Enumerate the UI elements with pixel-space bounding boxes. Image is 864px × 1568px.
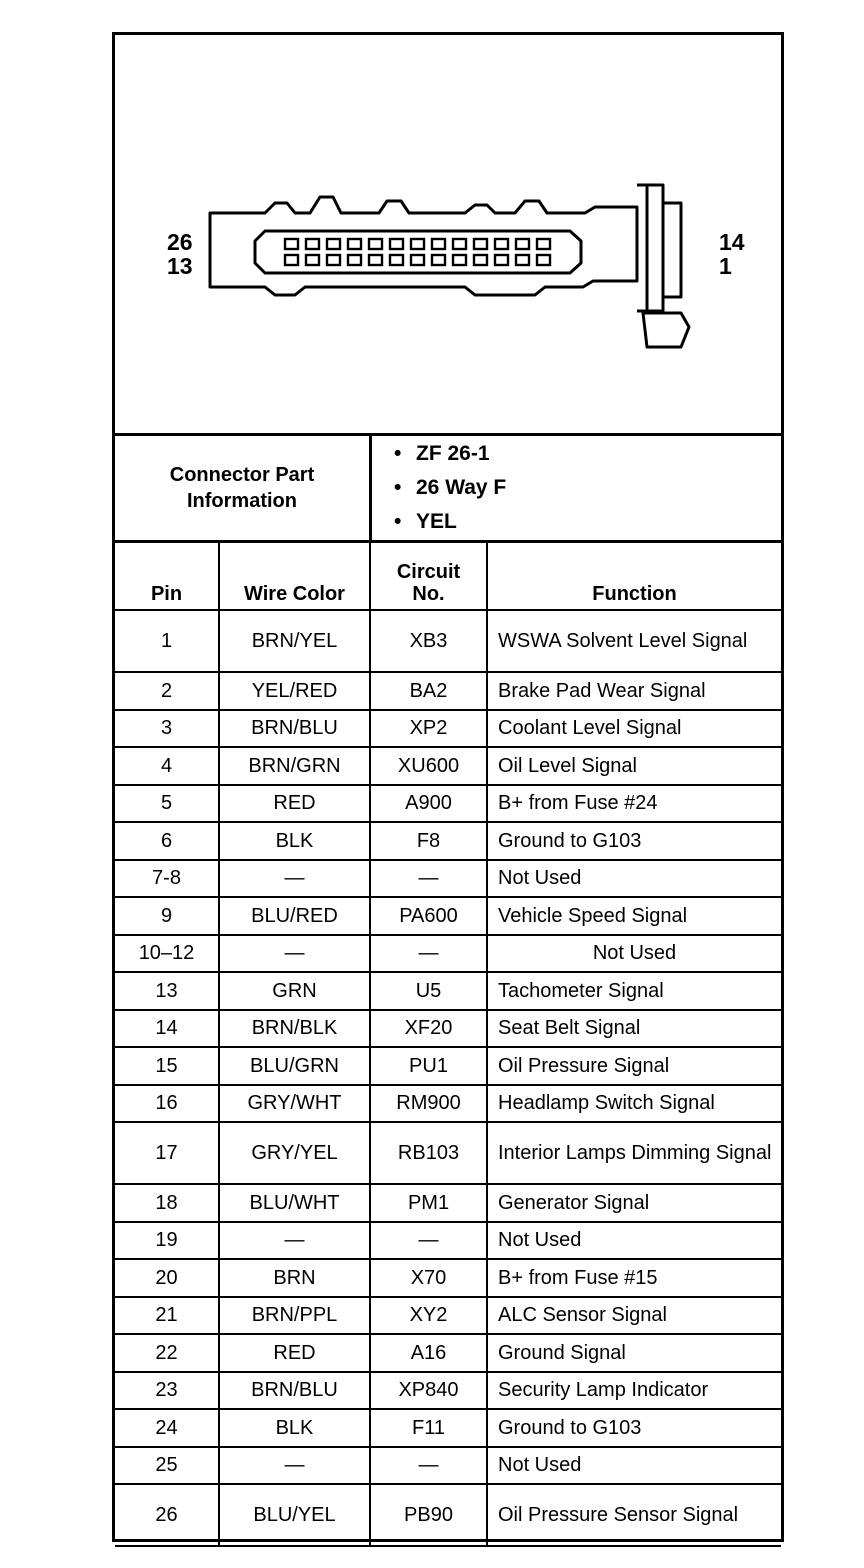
table-row <box>115 672 781 710</box>
circuit-cell: — <box>370 860 487 898</box>
pin-label-26: 26 <box>167 229 193 255</box>
function-cell: Not Used <box>487 860 781 898</box>
wire-color-cell: BRN/PPL <box>219 1297 370 1335</box>
wire-color-cell: BRN/YEL <box>219 610 370 672</box>
table-row <box>115 935 781 973</box>
function-cell: Security Lamp Indicator <box>487 1372 781 1410</box>
function-cell: Ground Signal <box>487 1334 781 1372</box>
table-row <box>115 1122 781 1184</box>
wire-color-cell: BLU/YEL <box>219 1484 370 1546</box>
wire-color-cell: BLK <box>219 1409 370 1447</box>
function-cell: B+ from Fuse #15 <box>487 1259 781 1297</box>
pin-cell: 21 <box>115 1297 219 1335</box>
table-row <box>115 860 781 898</box>
connector-drawing <box>115 35 781 433</box>
function-cell: Oil Level Signal <box>487 747 781 785</box>
function-cell: Headlamp Switch Signal <box>487 1085 781 1123</box>
circuit-cell: XP2 <box>370 710 487 748</box>
table-row <box>115 610 781 672</box>
connector-diagram <box>115 35 781 436</box>
function-cell: Brake Pad Wear Signal <box>487 672 781 710</box>
circuit-cell: A900 <box>370 785 487 823</box>
pin-cell: 7-8 <box>115 860 219 898</box>
table-row <box>115 747 781 785</box>
wire-color-cell: BLU/RED <box>219 897 370 935</box>
circuit-cell: F11 <box>370 1409 487 1447</box>
wire-color-cell: RED <box>219 1334 370 1372</box>
circuit-cell: XF20 <box>370 1010 487 1048</box>
connector-part-information <box>115 436 781 543</box>
function-cell: Not Used <box>487 1222 781 1260</box>
table-row <box>115 897 781 935</box>
header-function: Function <box>487 543 781 610</box>
circuit-cell: RB103 <box>370 1122 487 1184</box>
function-cell: WSWA Solvent Level Signal <box>487 610 781 672</box>
circuit-cell: A16 <box>370 1334 487 1372</box>
function-cell: Not Used <box>487 935 781 973</box>
pin-cell: 16 <box>115 1085 219 1123</box>
wire-color-cell: BRN <box>219 1259 370 1297</box>
function-cell: Seat Belt Signal <box>487 1010 781 1048</box>
wire-color-cell: BLU/WHT <box>219 1184 370 1222</box>
pin-label-14: 14 <box>719 229 745 255</box>
function-cell: Interior Lamps Dimming Signal <box>487 1122 781 1184</box>
pin-label-1: 1 <box>719 253 732 279</box>
header-pin: Pin <box>115 543 219 610</box>
pin-cell: 23 <box>115 1372 219 1410</box>
table-row <box>115 822 781 860</box>
function-cell: Oil Pressure Sensor Signal <box>487 1484 781 1546</box>
pin-cell: 18 <box>115 1184 219 1222</box>
circuit-cell: — <box>370 1222 487 1260</box>
connector-info-list <box>372 436 781 540</box>
circuit-cell: XB3 <box>370 610 487 672</box>
function-cell: Generator Signal <box>487 1184 781 1222</box>
wire-color-cell: BLK <box>219 822 370 860</box>
wire-color-cell: GRY/YEL <box>219 1122 370 1184</box>
pin-cell: 3 <box>115 710 219 748</box>
wire-color-cell: BRN/GRN <box>219 747 370 785</box>
wire-color-cell: YEL/RED <box>219 672 370 710</box>
table-row <box>115 1085 781 1123</box>
table-row <box>115 1334 781 1372</box>
function-cell: Oil Pressure Signal <box>487 1047 781 1085</box>
pin-cell: 6 <box>115 822 219 860</box>
circuit-cell: PA600 <box>370 897 487 935</box>
circuit-cell: X70 <box>370 1259 487 1297</box>
connector-info-title: Connector Part Information <box>115 436 372 540</box>
pin-cell: 17 <box>115 1122 219 1184</box>
circuit-cell: F8 <box>370 822 487 860</box>
pin-cell: 5 <box>115 785 219 823</box>
connector-sheet <box>112 32 784 1542</box>
pin-cell: 15 <box>115 1047 219 1085</box>
wire-color-cell: — <box>219 1222 370 1260</box>
connector-info-item: • 26 Way F <box>416 476 506 500</box>
table-row <box>115 710 781 748</box>
table-row <box>115 1259 781 1297</box>
connector-info-item: • ZF 26-1 <box>416 442 490 466</box>
wire-color-cell: BLU/GRN <box>219 1047 370 1085</box>
circuit-cell: XY2 <box>370 1297 487 1335</box>
wire-color-cell: GRN <box>219 972 370 1010</box>
header-circuit-no: Circuit No. <box>370 543 487 610</box>
function-cell: Not Used <box>487 1447 781 1485</box>
pin-cell: 25 <box>115 1447 219 1485</box>
pin-cell: 10–12 <box>115 935 219 973</box>
function-cell: B+ from Fuse #24 <box>487 785 781 823</box>
wire-color-cell: BRN/BLU <box>219 710 370 748</box>
function-cell: Tachometer Signal <box>487 972 781 1010</box>
table-row <box>115 1372 781 1410</box>
table-row <box>115 1484 781 1546</box>
pin-label-13: 13 <box>167 253 193 279</box>
pin-cell: 26 <box>115 1484 219 1546</box>
table-row <box>115 1184 781 1222</box>
table-header-row <box>115 543 781 610</box>
circuit-cell: U5 <box>370 972 487 1010</box>
wire-color-cell: BRN/BLK <box>219 1010 370 1048</box>
pin-cell: 24 <box>115 1409 219 1447</box>
connector-info-item: • YEL <box>416 510 457 534</box>
table-row <box>115 972 781 1010</box>
function-cell: Vehicle Speed Signal <box>487 897 781 935</box>
circuit-cell: — <box>370 935 487 973</box>
pinout-table <box>115 543 781 1547</box>
pin-cell: 2 <box>115 672 219 710</box>
function-cell: Ground to G103 <box>487 822 781 860</box>
circuit-cell: BA2 <box>370 672 487 710</box>
circuit-cell: PB90 <box>370 1484 487 1546</box>
table-row <box>115 1047 781 1085</box>
table-row <box>115 1297 781 1335</box>
pin-cell: 9 <box>115 897 219 935</box>
circuit-cell: XU600 <box>370 747 487 785</box>
function-cell: Coolant Level Signal <box>487 710 781 748</box>
circuit-cell: XP840 <box>370 1372 487 1410</box>
wire-color-cell: — <box>219 1447 370 1485</box>
wire-color-cell: — <box>219 860 370 898</box>
table-row <box>115 1222 781 1260</box>
circuit-cell: — <box>370 1447 487 1485</box>
circuit-cell: RM900 <box>370 1085 487 1123</box>
pin-cell: 22 <box>115 1334 219 1372</box>
header-wire-color: Wire Color <box>219 543 370 610</box>
table-row <box>115 1010 781 1048</box>
circuit-cell: PM1 <box>370 1184 487 1222</box>
table-row <box>115 785 781 823</box>
wire-color-cell: RED <box>219 785 370 823</box>
circuit-cell: PU1 <box>370 1047 487 1085</box>
pin-cell: 1 <box>115 610 219 672</box>
pin-cell: 20 <box>115 1259 219 1297</box>
pin-cell: 13 <box>115 972 219 1010</box>
wire-color-cell: BRN/BLU <box>219 1372 370 1410</box>
wire-color-cell: GRY/WHT <box>219 1085 370 1123</box>
pin-cell: 14 <box>115 1010 219 1048</box>
pin-cell: 19 <box>115 1222 219 1260</box>
table-row <box>115 1409 781 1447</box>
function-cell: ALC Sensor Signal <box>487 1297 781 1335</box>
table-row <box>115 1447 781 1485</box>
wire-color-cell: — <box>219 935 370 973</box>
function-cell: Ground to G103 <box>487 1409 781 1447</box>
pin-cell: 4 <box>115 747 219 785</box>
